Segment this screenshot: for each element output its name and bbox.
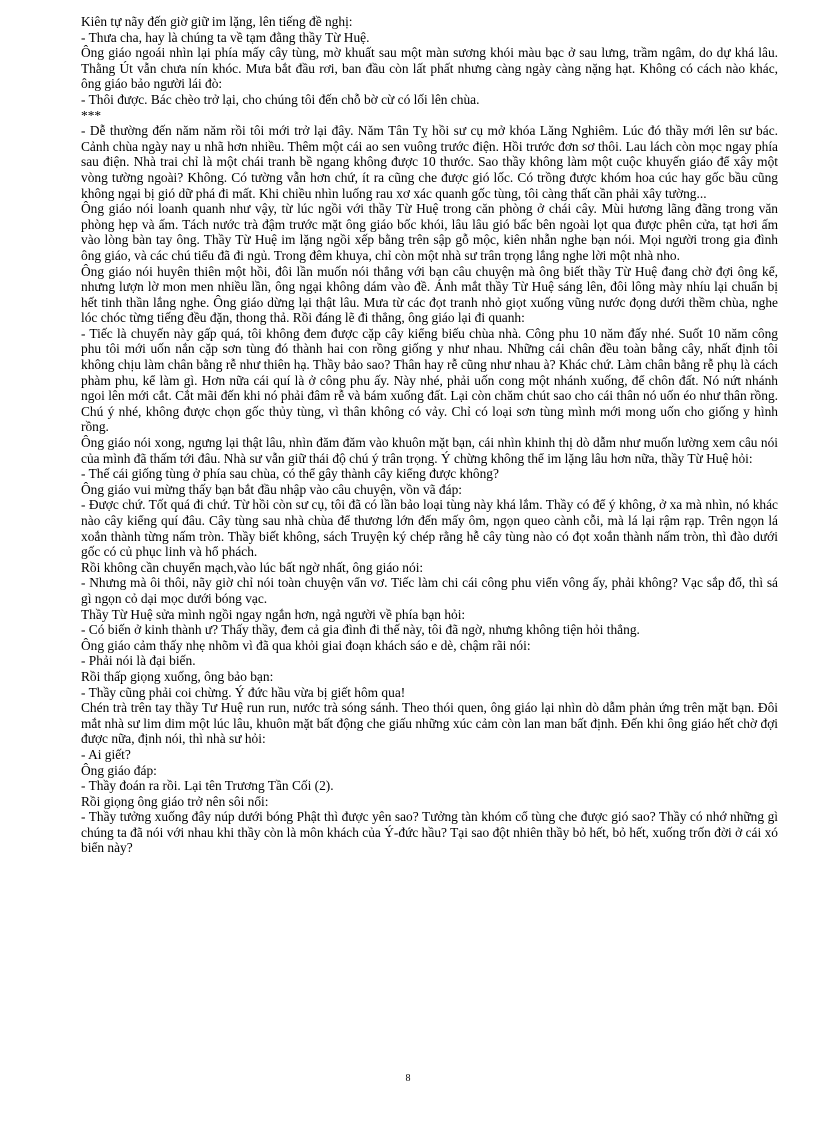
paragraph: Thầy Từ Huệ sửa mình ngồi ngay ngắn hơn, ngả người về phía bạn hỏi:: [81, 606, 466, 622]
paragraph: - Phải nói là đại biến.: [81, 653, 196, 669]
paragraph: - Dễ thường đến năm năm rồi tôi mới trở lại đây. Năm Tân Tỵ hồi sư cụ mở khóa Lăng Nghiêm. Lúc đó thầy mới lên sư bác. Cảnh chùa ngày nay u nhã hơn nhiều. Thêm một cái ao sen vuông trước điện. Hồi trước đơn sơ thôi. Lau lách còn mọc ngay phía sau điện. Nhà trai chỉ là một chái tranh bề ngang không được 10 thước. Sao thầy không làm một cuộc khuyến giáo để xây một vòng tường ngoài? Không. Có tường vẫn hơn chứ, ít ra cũng che được gió lốc. Có trồng được khóm hoa cúc hay gốc bầu cũng không ngại bị gió dữ phá đi mất. Khi chiều nhìn luống rau xơ xác quanh gốc tùng, tôi càng thất cần phải xây tường...: [81, 123, 778, 201]
paragraph: - Thôi được. Bác chèo trở lại, cho chúng tôi đến chỗ bờ cừ có lối lên chùa.: [81, 91, 480, 107]
page-number: 8: [405, 1073, 411, 1084]
paragraph: - Có biến ở kinh thành ư? Thấy thầy, đem cả gia đình đi thế này, tôi đã ngờ, nhưng không tiện hỏi thẳng.: [81, 622, 640, 638]
paragraph: Ông giáo vui mừng thấy bạn bắt đầu nhập vào câu chuyện, vồn vã đáp:: [81, 481, 462, 497]
paragraph: - Được chứ. Tốt quá đi chứ. Từ hồi còn sư cụ, tôi đã có lần bảo loại tùng này khá lắm. Thầy có để ý không, ở xa mà nhìn, nó khác nào cây kiểng quí đâu. Cây tùng sau nhà chùa để thương lớn đến mấy ôm, ngọn queo cành cỗi, mà lá lại rậm rạp. Trên ngọn lá xoắn thành từng nấm tròn. Thầy biết không, sách Truyện ký chép rằng hễ cây tùng nào có đọt xoắn thành nấm tròn, thì đào dưới gốc có củ phục linh và hổ phách.: [81, 497, 778, 560]
paragraph: Kiên tự nãy đến giờ giữ im lặng, lên tiếng đề nghị:: [81, 14, 353, 29]
paragraph: Ông giáo cảm thấy nhẹ nhõm vì đã qua khỏi giai đoạn khách sáo e dè, chậm rãi nói:: [81, 637, 531, 653]
paragraph: Ông giáo nói huyên thiên một hồi, đôi lần muốn nói thẳng với bạn câu chuyện mà ông biết thầy Từ Huệ đang chờ đợi ông kể, nhưng lượn lờ mon men nhiều lần, ông ngại không dám vào đề. Ánh mắt thầy Từ Huệ sáng lên, đôi lông mày nhíu lại chuẩn bị hết tinh thần lắng nghe. Ông giáo dừng lại thật lâu. Mưa từ các đọt tranh nhỏ giọt xuống vũng nước đọng dưới thềm chùa, nghe lóc chóc từng tiếng đều đặn, thong thả. Rồi đáng lẽ đi thẳng, ông giáo lại đi quanh:: [81, 263, 778, 326]
paragraph: Ông giáo nói loanh quanh như vậy, từ lúc ngồi với thầy Từ Huệ trong căn phòng ở chái cây. Mùi hương lãng đãng trong văn phòng hẹp và ấm. Tách nước trà đậm trước mặt ông giáo bốc khói, lâu lâu gió bấc bên ngoài lọt qua được phên cửa, tạt hơi ấm vào lòng bàn tay ông. Thầy Từ Huệ im lặng ngồi xếp bằng trên sập gỗ mộc, kiên nhẫn nghe bạn nói. Mọi người trong gia đình ông giáo, và các chú tiểu đã đi ngủ. Trong đêm khuya, chỉ còn một nhà sư trân trọng lắng nghe lời một nhà nho.: [81, 201, 778, 263]
paragraph: Ông giáo đáp:: [81, 762, 157, 778]
paragraph: - Thầy tưởng xuống đây núp dưới bóng Phật thì được yên sao? Tưởng tàn khóm cổ tùng che được gió sao? Thầy có nhớ những gì chúng ta đã nói với nhau khi thầy còn là môn khách của Ý-đức hầu? Tại sao đột nhiên thầy bỏ hết, bỏ hết, xuống trốn đời ở cái xó biển này?: [81, 809, 778, 856]
paragraph: Ông giáo ngoái nhìn lại phía mấy cây tùng, mờ khuất sau một màn sương khói màu bạc ở sau lưng, trầm ngâm, do dự khá lâu. Thằng Út vẫn chưa nín khóc. Mưa bắt đầu rơi, ban đầu còn lất phất nhưng càng ngày càng nặng hạt. Không có cách nào khác, ông giáo bảo người lái đò:: [81, 45, 778, 92]
paragraph: - Ai giết?: [81, 746, 131, 762]
paragraph: - Thầy đoán ra rồi. Lại tên Trương Tần Cối (2).: [81, 778, 334, 794]
paragraph: Ông giáo nói xong, ngưng lại thật lâu, nhìn đăm đăm vào khuôn mặt bạn, cái nhìn khinh thị dò dẫm như muốn lường xem câu nói của mình đã thấm tới đâu. Nhà sư vẫn giữ thái độ chú ý trân trọng. Ý chừng không thể im lặng lâu hơn nữa, thầy Từ Huệ hỏi:: [81, 435, 778, 466]
paragraph: - Thầy cũng phải coi chừng. Ý đức hầu vừa bị giết hôm qua!: [81, 684, 406, 700]
section-separator: ***: [81, 107, 102, 123]
paragraph: Chén trà trên tay thầy Tư Huệ run run, nước trà sóng sánh. Theo thói quen, ông giáo lại nhìn dò dẫm phản ứng trên mặt bạn. Đôi mắt nhà sư lim dim một lúc lâu, khuôn mặt bất động che giấu những xúc cảm còn lan man bất định. Đến khi ông giáo hết chờ đợi được nữa, định nói, thì nhà sư hỏi:: [81, 700, 778, 747]
paragraph: - Thưa cha, hay là chúng ta về tạm đằng thầy Từ Huệ.: [81, 29, 370, 45]
paragraph: Rồi không cần chuyển mạch,vào lúc bất ngờ nhất, ông giáo nói:: [81, 559, 424, 575]
paragraph: - Thế cái giống tùng ở phía sau chùa, có thể gây thành cây kiểng được không?: [81, 466, 499, 482]
document-body: [81, 14, 778, 856]
paragraph: Rồi thấp giọng xuống, ông bảo bạn:: [81, 668, 274, 684]
paragraph: - Nhưng mà ôi thôi, nãy giờ chỉ nói toàn chuyện vẩn vơ. Tiếc làm chi cái công phu viển vông ấy, phải không? Vạc sắp đổ, thì sá gì ngọn cỏ dại mọc dưới bóng vạc.: [81, 575, 778, 606]
paragraph: - Tiếc là chuyến này gấp quá, tôi không đem được cặp cây kiểng biếu chùa nhà. Công phu 10 năm đấy nhé. Suốt 10 năm công phu tôi mới uốn nắn cặp sơn tùng đó thành hai con rồng giống y như nhau. Những cái chân đều toàn bằng cây, nhất định tôi không chịu làm chân bằng rễ như thiên hạ. Thầy bảo sao? Thân hay rễ cũng như nhau à? Khác chứ. Làm chân bằng rễ phụ là cách phàm phu, kể làm gì. Hơn nữa cái quí là ở công phu ấy. Này nhé, phải uốn cong một nhánh xuống, để chôn đất. Nó nứt nhánh ngoi lên mới cắt. Cắt mãi đến khi nó phải đâm rễ và bám xuống đất. Lại còn chăm chút sao cho cái thân nó uốn éo như thân rồng. Chú ý nhé, không được chọn gốc thủy tùng, vì thân không có vảy. Chỉ có loại sơn tùng mình mới mong uốn cho giống y hình rồng.: [81, 325, 778, 435]
paragraph: Rồi giọng ông giáo trở nên sôi nổi:: [81, 793, 269, 809]
